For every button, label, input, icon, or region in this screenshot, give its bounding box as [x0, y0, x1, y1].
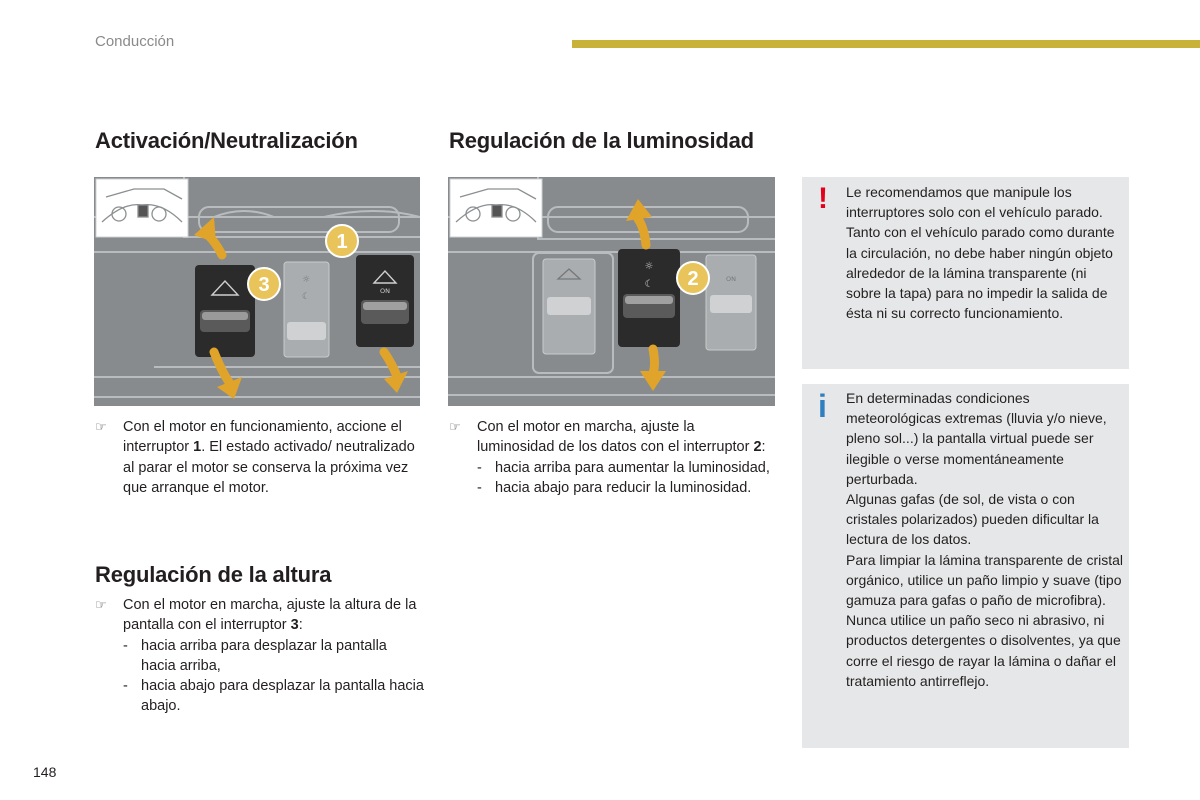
info-paragraph: Para limpiar la lámina transparente de cristal orgánico, utilice un paño limpio y suave (tipo gamuza para gafas o paño de microfibra). Nunca utilice un paño seco ni abrasivo, ni productos detergentes o disolventes, ya que corre el riesgo de rayar la lámina o dañar el tratamiento antirreflejo. — [846, 551, 1124, 689]
figure-brightness — [448, 177, 775, 406]
brightness-switch-idle — [284, 262, 329, 357]
svg-text:☼: ☼ — [644, 261, 654, 272]
height-switch — [195, 265, 255, 357]
info-paragraph: Algunas gafas (de sol, de vista o con cristales polarizados) pueden dificultar la lectura de los datos. — [846, 491, 1099, 548]
dashboard-inset-illustration — [450, 179, 542, 237]
height-instruction: ☞ Con el motor en marcha, ajuste la altura de la pantalla con el interruptor 3: - hacia arriba para desplazar la pantalla hacia arriba, - hacia abajo para desplazar la pantalla hacia abajo. — [95, 595, 425, 717]
switch-on-label: ON — [380, 287, 390, 295]
svg-text:ON: ON — [726, 275, 736, 283]
activation-instruction: ☞ Con el motor en funcionamiento, accione el interruptor 1. El estado activado/ neutralizado al parar el motor se conserva la próxima vez que arranque el motor. — [95, 419, 415, 496]
info-icon: i — [818, 388, 827, 424]
svg-text:☾: ☾ — [644, 279, 654, 290]
activation-title: Activación/Neutralización — [95, 128, 358, 153]
svg-text:3: 3 — [258, 274, 270, 296]
svg-text:☼: ☼ — [301, 275, 311, 285]
badge-1 — [326, 225, 358, 257]
pointing-hand-icon: ☞ — [95, 597, 107, 612]
brightness-sub-item: - hacia arriba para aumentar la luminosidad, — [477, 459, 770, 476]
page-number: 148 — [33, 764, 57, 780]
brightness-instruction: ☞ Con el motor en marcha, ajuste la luminosidad de los datos con el interruptor 2: - hacia arriba para aumentar la luminosidad, - hacia abajo para reducir la luminosidad. — [449, 417, 774, 498]
info-box — [802, 384, 1129, 748]
dashboard-inset-illustration — [96, 179, 188, 237]
on-off-switch-idle — [706, 255, 756, 350]
brightness-sub-item: - hacia abajo para reducir la luminosidad. — [477, 479, 752, 496]
height-switch-idle — [543, 259, 595, 354]
svg-text:1: 1 — [336, 231, 348, 253]
warning-box — [802, 177, 1129, 369]
brightness-switch — [618, 249, 680, 347]
badge-3 — [248, 268, 280, 300]
section-label: Conducción — [95, 33, 175, 50]
height-title: Regulación de la altura — [95, 562, 332, 587]
height-sub-item: - hacia abajo para desplazar la pantalla hacia abajo. — [123, 678, 424, 715]
pointing-hand-icon: ☞ — [449, 419, 461, 434]
header-accent-bar — [572, 40, 1200, 48]
on-off-switch — [356, 255, 414, 347]
info-text — [846, 388, 1124, 691]
figure-activation — [94, 177, 420, 406]
svg-text:☾: ☾ — [301, 292, 311, 302]
warning-text: Le recomendamos que manipule los interruptores solo con el vehículo parado. Tanto con el vehículo parado como durante la circulación, no debe haber ningún objeto alrededor de la lámina transparente (ni sobre la tapa) para no impedir la salida de ésta ni su correcto funcionamiento. — [846, 184, 1115, 322]
info-paragraph: En determinadas condiciones meteorológicas extremas (lluvia y/o nieve, pleno sol...) la pantalla virtual puede ser ilegible o verse momentáneamente perturbada. — [846, 390, 1107, 487]
warning-exclamation-icon: ! — [818, 182, 828, 215]
brightness-title: Regulación de la luminosidad — [449, 128, 754, 153]
badge-2 — [677, 262, 709, 294]
pointing-hand-icon: ☞ — [95, 419, 107, 434]
svg-text:2: 2 — [687, 268, 699, 290]
height-sub-item: - hacia arriba para desplazar la pantalla hacia arriba, — [123, 637, 387, 674]
